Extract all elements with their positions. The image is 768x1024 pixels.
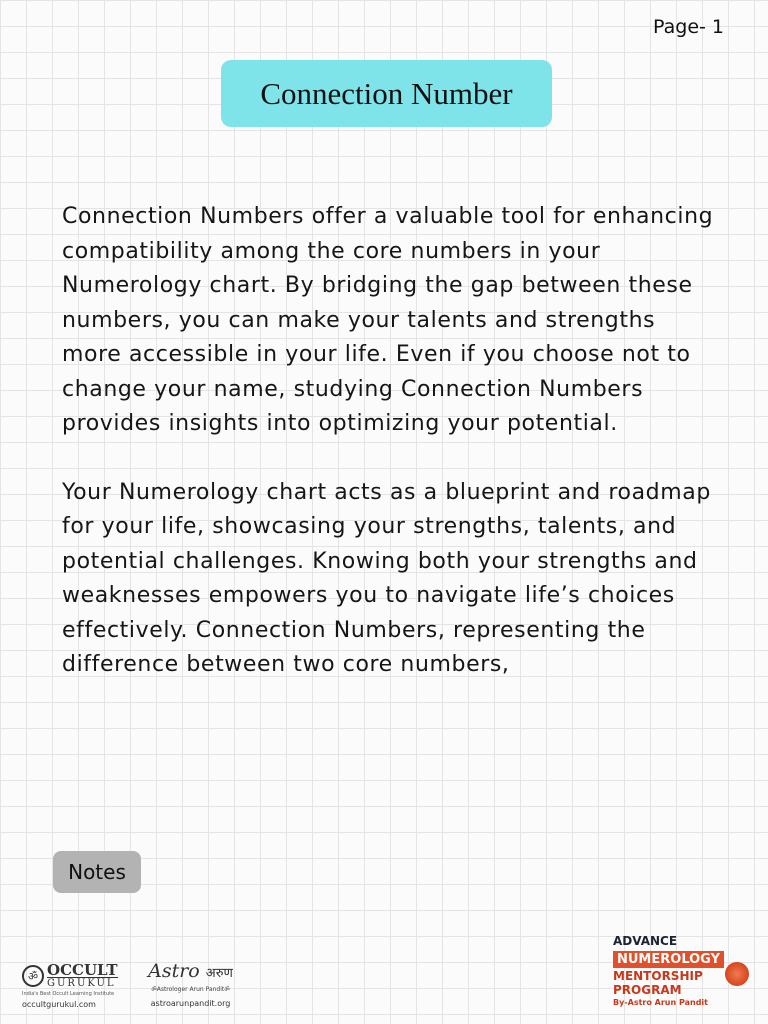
astro-hindi: अरुण	[205, 966, 233, 981]
occult-tagline: India's Best Occult Learning Institute	[22, 991, 115, 997]
mentorship-program-logo	[613, 934, 753, 1014]
title-banner	[221, 60, 552, 127]
occult-url: occultgurukul.com	[22, 1000, 96, 1009]
notes-button[interactable]: Notes	[53, 851, 141, 893]
astro-name: Astro	[148, 960, 200, 982]
occult-name: OCCULT	[47, 961, 118, 979]
program-line-advance: ADVANCE	[613, 934, 678, 948]
program-line-program: PROGRAM	[613, 983, 682, 997]
om-icon: ॐ	[22, 965, 44, 987]
astro-tagline: ॐAstrologer Arun Panditॐ	[151, 986, 230, 993]
page-title: Connection Number	[260, 75, 513, 111]
body-text	[62, 200, 722, 717]
paragraph-2: Your Numerology chart acts as a blueprint and roadmap for your life, showcasing your strengths, talents, and potential challenges. Knowing both your strengths and weaknesses empowers you to navigate life’s choices effectively. Connection Numbers, representing the difference between two core numbers,	[62, 479, 711, 677]
program-line-byline: By-Astro Arun Pandit	[613, 998, 708, 1007]
program-line-mentorship: MENTORSHIP	[613, 969, 703, 983]
occult-sub: GURUKUL	[47, 978, 116, 989]
page-number: Page- 1	[653, 16, 724, 38]
astro-arun-logo	[143, 960, 238, 1014]
astro-url: astroarunpandit.org	[150, 999, 231, 1008]
paragraph-1: Connection Numbers offer a valuable tool for enhancing compatibility among the core numbers in your Numerology chart. By bridging the gap between these numbers, you can make your talents and strengths more accessible in your life. Even if you choose not to change your name, studying Connection Numbers provides insights into optimizing your potential.	[62, 204, 714, 436]
ganesha-emblem-icon	[725, 962, 749, 986]
program-line-numerology: NUMEROLOGY	[613, 951, 724, 968]
occult-gurukul-logo	[22, 963, 122, 1013]
